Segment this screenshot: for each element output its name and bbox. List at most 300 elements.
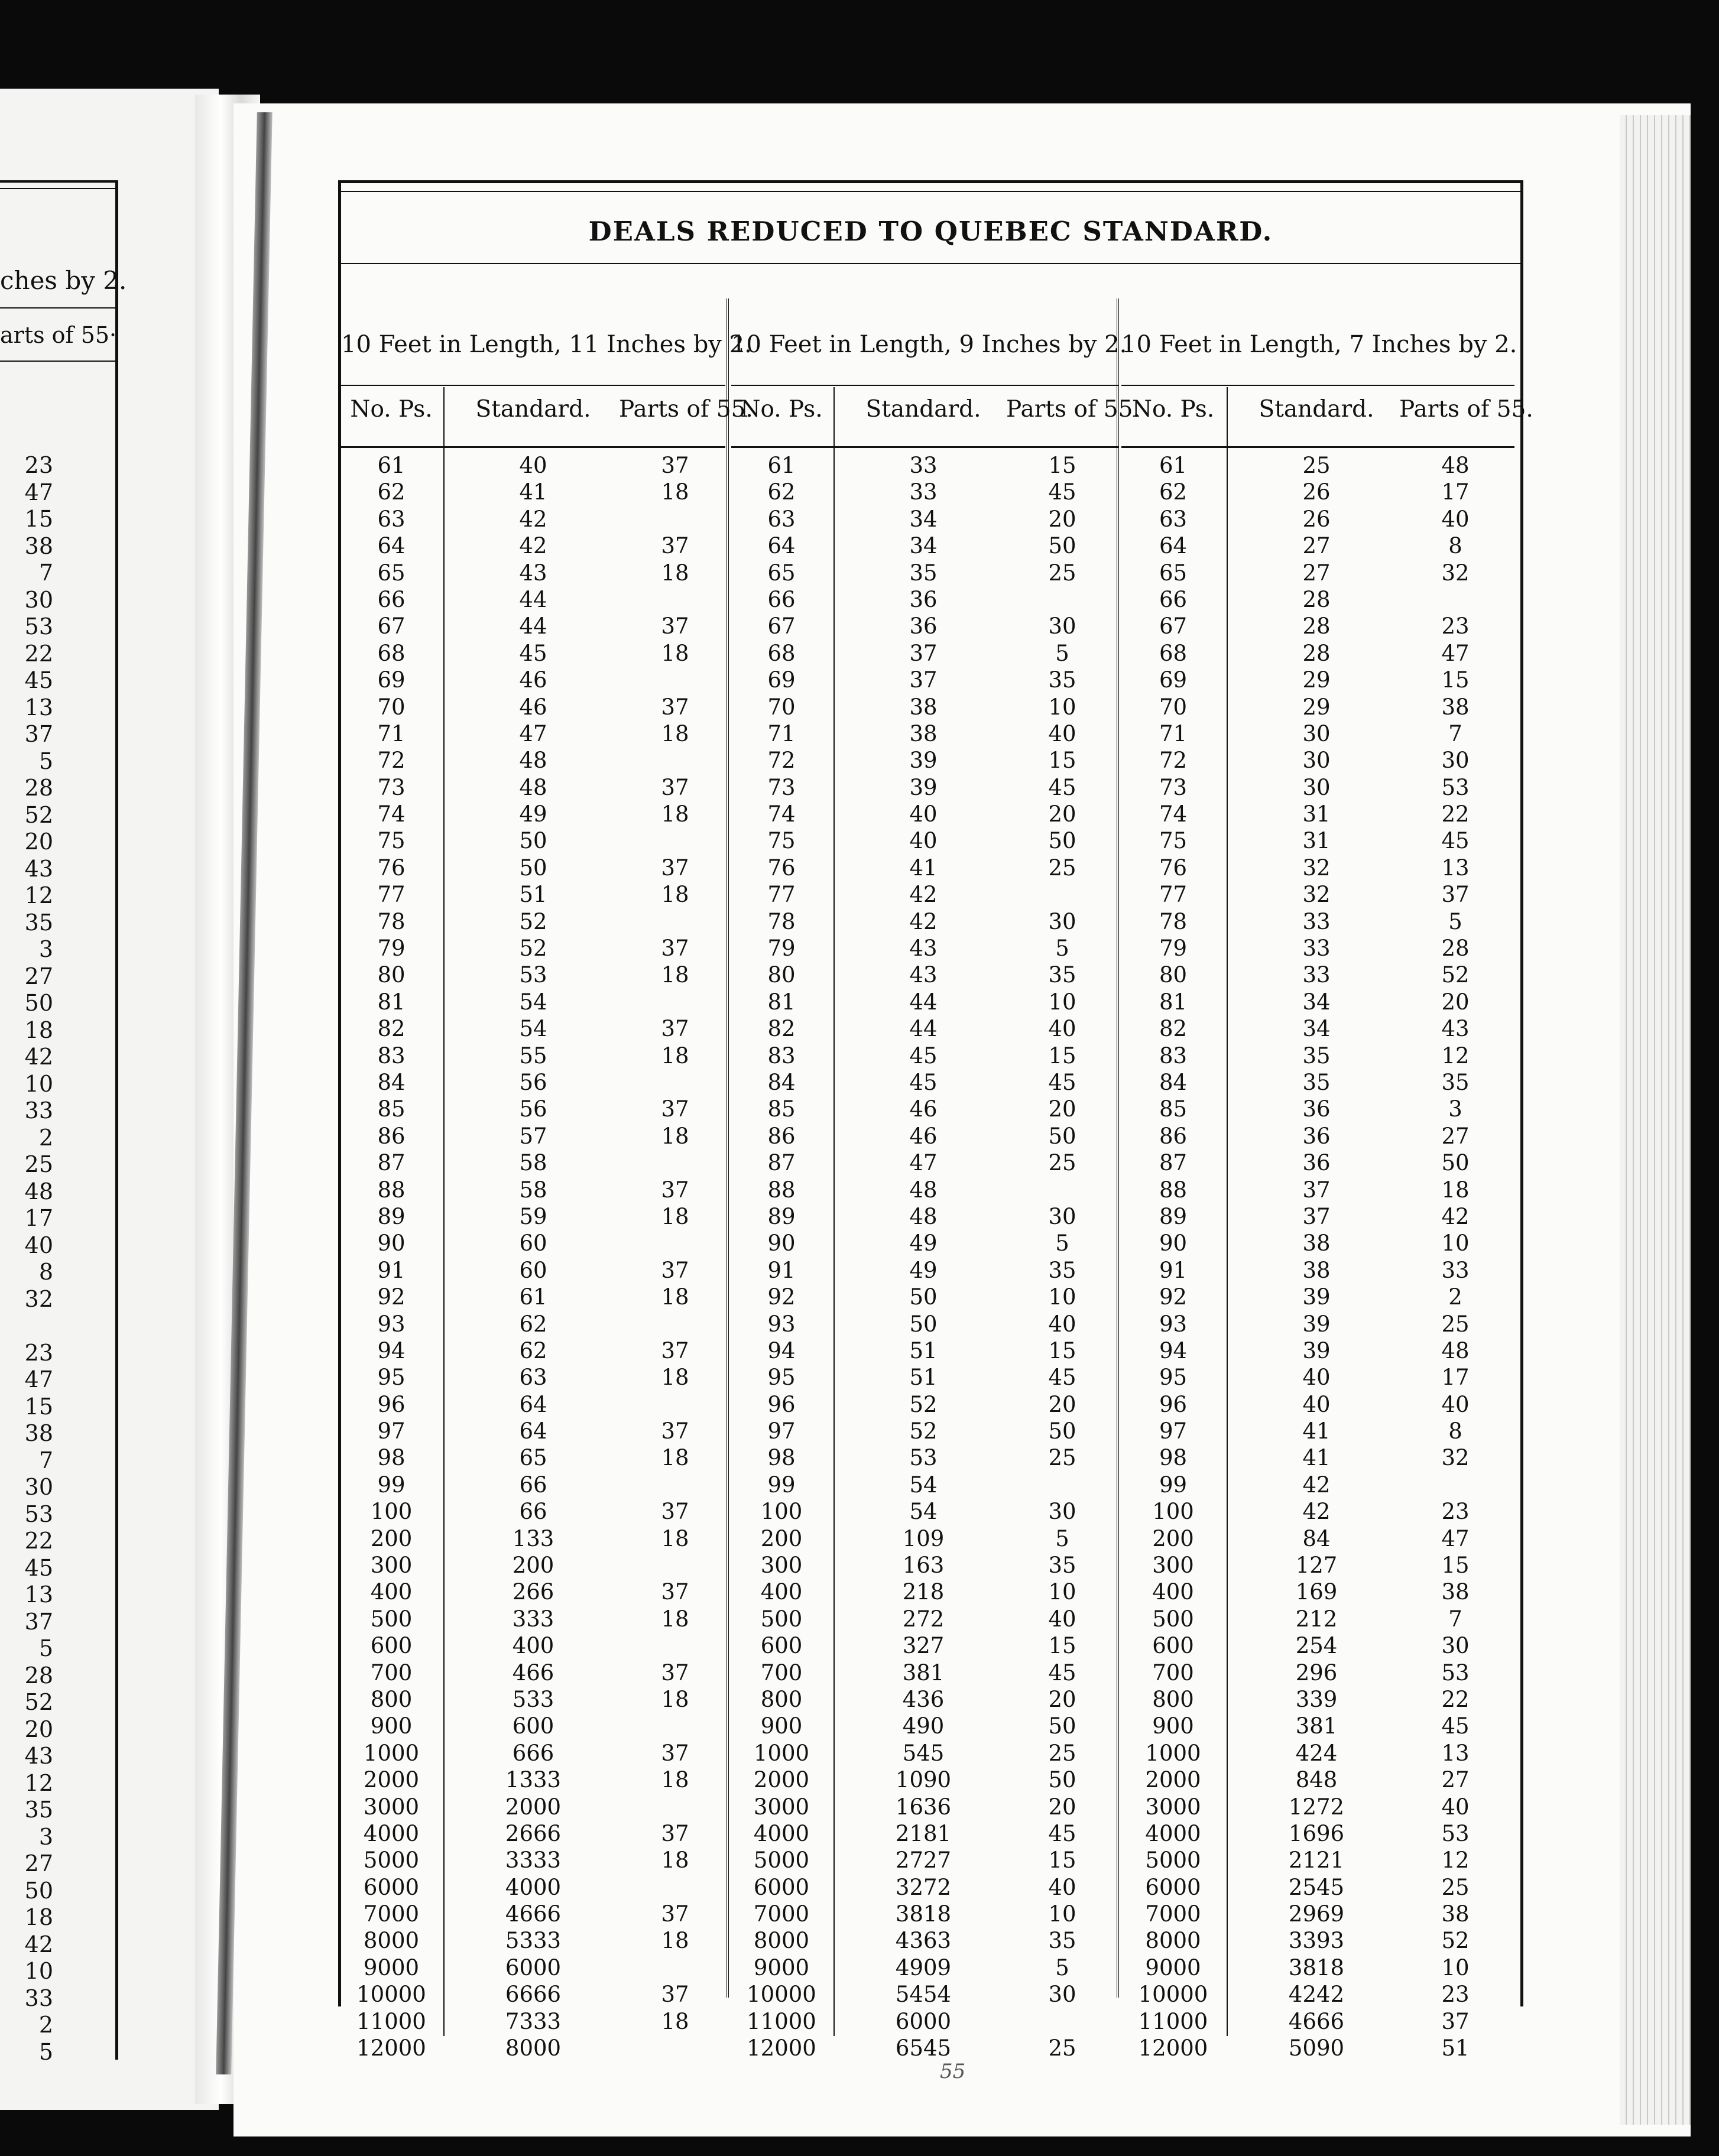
cell-standard: 1333 (505, 1767, 562, 1793)
cell-parts: 37 (661, 453, 689, 478)
cell-no: 500 (760, 1606, 803, 1632)
left-fragment-cell: 12 (24, 882, 53, 908)
cell-parts: 18 (661, 479, 689, 505)
column-separator (1227, 387, 1228, 2036)
cell-standard: 34 (1302, 989, 1331, 1015)
caption-rule (731, 385, 1118, 386)
cell-parts: 5 (1055, 1230, 1069, 1256)
cell-no: 73 (767, 774, 796, 800)
cell-parts: 18 (661, 1203, 689, 1229)
cell-standard: 2666 (505, 1820, 562, 1846)
cell-no: 64 (767, 533, 796, 559)
cell-parts: 20 (1048, 1794, 1076, 1820)
cell-no: 93 (767, 1311, 796, 1337)
left-fragment-cell: 47 (24, 479, 53, 505)
cell-parts: 22 (1441, 801, 1470, 827)
cell-standard: 42 (519, 533, 547, 559)
column-standard (835, 452, 1012, 2061)
left-fragment-cell: 2 (38, 1124, 53, 1151)
cell-standard: 58 (519, 1177, 547, 1203)
cell-parts: 37 (661, 1499, 689, 1525)
cell-parts: 37 (661, 1337, 689, 1363)
cell-no: 86 (1159, 1123, 1188, 1149)
left-fragment-cell: 10 (24, 1958, 53, 1984)
cell-standard: 37 (909, 640, 938, 666)
cell-parts: 18 (661, 1847, 689, 1873)
cell-no: 78 (1159, 908, 1188, 934)
left-fragment-cell: 38 (24, 532, 53, 559)
block-caption: 10 Feet in Length, 11 Inches by 2. (341, 331, 752, 358)
cell-standard: 49 (909, 1230, 938, 1256)
cell-no: 67 (767, 613, 796, 639)
left-fragment-cell: 25 (24, 1151, 53, 1177)
cell-standard: 4363 (895, 1928, 952, 1954)
cell-no: 90 (377, 1230, 406, 1256)
cell-parts: 30 (1048, 1982, 1076, 2008)
cell-no: 2000 (363, 1767, 420, 1793)
cell-parts: 30 (1048, 908, 1076, 934)
cell-standard: 32 (1302, 882, 1331, 908)
cell-parts: 45 (1048, 1069, 1076, 1095)
cell-standard: 2000 (505, 1794, 562, 1820)
cell-parts: 50 (1441, 1150, 1470, 1176)
cell-parts: 18 (661, 1043, 689, 1069)
cell-parts: 2 (1448, 1284, 1462, 1310)
cell-parts: 33 (1441, 1257, 1470, 1283)
cell-no: 83 (377, 1043, 406, 1069)
cell-no: 12000 (356, 2035, 426, 2061)
cell-no: 92 (1159, 1284, 1188, 1310)
cell-standard: 54 (909, 1472, 938, 1498)
header-standard: Standard. (1259, 396, 1374, 423)
cell-standard: 53 (519, 962, 547, 988)
cell-parts: 40 (1048, 1016, 1076, 1042)
cell-parts: 52 (1441, 962, 1470, 988)
cell-parts (619, 586, 731, 613)
cell-no: 74 (767, 801, 796, 827)
left-fragment-cell: 35 (24, 1797, 53, 1823)
cell-parts: 23 (1441, 613, 1470, 639)
cell-standard: 38 (909, 694, 938, 720)
cell-parts: 25 (1441, 1874, 1470, 1900)
cell-no: 85 (377, 1096, 406, 1122)
cell-no: 92 (377, 1284, 406, 1310)
cell-standard: 51 (519, 882, 547, 908)
cell-standard: 48 (909, 1177, 938, 1203)
cell-no: 200 (760, 1525, 803, 1551)
cell-parts: 18 (661, 720, 689, 746)
cell-no: 74 (377, 801, 406, 827)
table-block-2 (731, 263, 1140, 2071)
cell-parts: 45 (1048, 479, 1076, 505)
column-parts (1399, 452, 1512, 2061)
cell-standard: 44 (519, 586, 547, 612)
page-mark: 55 (940, 2060, 966, 2083)
cell-no: 400 (370, 1579, 413, 1605)
cell-parts: 25 (1048, 560, 1076, 586)
left-fragment-cell: 27 (24, 963, 53, 989)
cell-standard: 333 (512, 1606, 554, 1632)
cell-parts: 37 (661, 1660, 689, 1686)
left-fragment-cell: 23 (24, 452, 53, 478)
cell-no: 10000 (356, 1982, 426, 2008)
cell-standard: 26 (1302, 479, 1331, 505)
cell-parts (619, 908, 731, 935)
cell-no: 6000 (363, 1874, 420, 1900)
cell-standard: 34 (1302, 1016, 1331, 1042)
cell-parts (619, 1230, 731, 1256)
cell-standard: 2181 (895, 1820, 952, 1846)
cell-standard: 2969 (1288, 1901, 1345, 1927)
cell-parts: 37 (661, 774, 689, 800)
cell-no: 89 (767, 1203, 796, 1229)
cell-parts: 18 (1441, 1177, 1470, 1203)
left-fragment-cell: 17 (24, 1205, 53, 1231)
cell-standard: 39 (909, 748, 938, 774)
cell-parts: 18 (661, 1606, 689, 1632)
cell-no: 90 (767, 1230, 796, 1256)
cell-standard: 5333 (505, 1928, 562, 1954)
cell-standard: 1090 (895, 1767, 952, 1793)
cell-no: 900 (760, 1713, 803, 1739)
cell-parts: 5 (1055, 936, 1069, 962)
cell-standard: 600 (512, 1713, 554, 1739)
cell-parts: 45 (1048, 1660, 1076, 1686)
left-fragment-cell: 38 (24, 1420, 53, 1446)
cell-no: 65 (1159, 560, 1188, 586)
cell-no: 63 (1159, 506, 1188, 532)
cell-parts (619, 506, 731, 532)
cell-parts: 45 (1441, 1713, 1470, 1739)
cell-standard: 52 (519, 936, 547, 962)
cell-no: 77 (377, 882, 406, 908)
cell-parts (619, 1311, 731, 1337)
cell-parts: 5 (1055, 640, 1069, 666)
cell-standard: 37 (1302, 1177, 1331, 1203)
cell-parts: 23 (1441, 1982, 1470, 2008)
left-fragment-cell: 20 (24, 1716, 53, 1742)
cell-parts: 37 (661, 533, 689, 559)
cell-standard: 56 (519, 1069, 547, 1095)
cell-parts: 53 (1441, 1820, 1470, 1846)
cell-no: 4000 (1145, 1820, 1201, 1846)
cell-no: 81 (377, 989, 406, 1015)
left-fragment-cell: 43 (24, 1743, 53, 1769)
cell-no: 7000 (1145, 1901, 1201, 1927)
cell-standard: 40 (1302, 1365, 1331, 1391)
cell-standard: 42 (1302, 1472, 1331, 1498)
cell-no: 69 (377, 667, 406, 693)
left-parts-column (0, 452, 53, 2066)
cell-standard: 33 (1302, 908, 1331, 934)
cell-no: 6000 (1145, 1874, 1201, 1900)
cell-standard: 1696 (1288, 1820, 1345, 1846)
left-fragment-cell (0, 1313, 53, 1340)
column-no (1121, 452, 1225, 2061)
table-block-1 (341, 263, 753, 2071)
left-fragment-cell: 37 (24, 1608, 53, 1635)
cell-parts: 25 (1048, 855, 1076, 881)
cell-standard: 47 (909, 1150, 938, 1176)
cell-no: 65 (767, 560, 796, 586)
header-no: No. Ps. (350, 396, 433, 423)
cell-no: 7000 (753, 1901, 810, 1927)
cell-no: 84 (767, 1069, 796, 1095)
column-parts (1006, 452, 1118, 2061)
cell-standard: 36 (909, 613, 938, 639)
cell-no: 89 (377, 1203, 406, 1229)
cell-no: 80 (1159, 962, 1188, 988)
cell-standard: 43 (519, 560, 547, 586)
cell-parts: 8 (1448, 1418, 1462, 1444)
cell-parts: 32 (1441, 1445, 1470, 1471)
cell-standard: 38 (909, 720, 938, 746)
cell-no: 79 (1159, 936, 1188, 962)
cell-no: 80 (377, 962, 406, 988)
cell-no: 900 (1152, 1713, 1194, 1739)
cell-parts: 18 (661, 1445, 689, 1471)
cell-standard: 127 (1295, 1553, 1338, 1579)
cell-parts: 17 (1441, 1365, 1470, 1391)
cell-no: 9000 (363, 1954, 420, 1980)
cell-standard: 49 (519, 801, 547, 827)
cell-standard: 272 (902, 1606, 945, 1632)
cell-standard: 36 (1302, 1123, 1331, 1149)
cell-parts: 18 (661, 882, 689, 908)
cell-standard: 29 (1302, 667, 1331, 693)
cell-parts: 20 (1441, 989, 1470, 1015)
cell-no: 70 (377, 694, 406, 720)
cell-standard: 44 (909, 1016, 938, 1042)
cell-standard: 47 (519, 720, 547, 746)
column-no (731, 452, 832, 2061)
cell-parts: 18 (661, 2008, 689, 2034)
cell-parts: 10 (1441, 1954, 1470, 1980)
left-header-rule (0, 307, 115, 309)
cell-standard: 25 (1302, 453, 1331, 478)
cell-no: 98 (1159, 1445, 1188, 1471)
cell-standard: 1272 (1288, 1794, 1345, 1820)
cell-standard: 46 (909, 1123, 938, 1149)
cell-parts: 38 (1441, 694, 1470, 720)
cell-parts: 48 (1441, 1337, 1470, 1363)
cell-no: 65 (377, 560, 406, 586)
left-fragment-cell: 22 (24, 1528, 53, 1554)
cell-no: 71 (767, 720, 796, 746)
cell-standard: 41 (1302, 1445, 1331, 1471)
cell-standard: 424 (1295, 1740, 1338, 1766)
cell-parts: 18 (661, 801, 689, 827)
header-parts: Parts of 55. (1399, 396, 1533, 423)
cell-standard: 4909 (895, 1954, 952, 1980)
cell-no: 96 (377, 1391, 406, 1417)
cell-no: 66 (767, 586, 796, 612)
cell-no: 400 (760, 1579, 803, 1605)
cell-standard: 8000 (505, 2035, 562, 2061)
cell-standard: 46 (519, 667, 547, 693)
cell-no: 600 (760, 1633, 803, 1659)
cell-standard: 41 (909, 855, 938, 881)
cell-no: 76 (1159, 855, 1188, 881)
left-fragment-cell: 30 (24, 1474, 53, 1500)
cell-standard: 31 (1302, 801, 1331, 827)
cell-parts: 30 (1441, 1633, 1470, 1659)
left-fragment-cell: 32 (24, 1285, 53, 1312)
cell-no: 97 (1159, 1418, 1188, 1444)
header-standard: Standard. (475, 396, 591, 423)
cell-standard: 4666 (1288, 2008, 1345, 2034)
cell-standard: 50 (909, 1311, 938, 1337)
cell-no: 76 (377, 855, 406, 881)
cell-no: 4000 (753, 1820, 810, 1846)
cell-parts: 18 (661, 1928, 689, 1954)
cell-parts: 52 (1441, 1928, 1470, 1954)
left-fragment-cell: 22 (24, 640, 53, 667)
left-fragment-cell: 5 (38, 1635, 53, 1661)
cell-standard: 49 (909, 1257, 938, 1283)
cell-standard: 65 (519, 1445, 547, 1471)
cell-standard: 109 (902, 1525, 945, 1551)
cell-parts: 35 (1048, 667, 1076, 693)
cell-parts (619, 1632, 731, 1659)
cell-standard: 36 (1302, 1150, 1331, 1176)
cell-parts: 37 (661, 1016, 689, 1042)
cell-standard: 51 (909, 1365, 938, 1391)
cell-parts (619, 1552, 731, 1579)
cell-no: 9000 (1145, 1954, 1201, 1980)
caption-rule (341, 385, 725, 386)
cell-standard: 533 (512, 1686, 554, 1712)
cell-parts: 25 (1048, 1150, 1076, 1176)
left-fragment-cell: 13 (24, 694, 53, 720)
cell-no: 61 (1159, 453, 1188, 478)
cell-standard: 490 (902, 1713, 945, 1739)
cell-no: 93 (1159, 1311, 1188, 1337)
cell-standard: 28 (1302, 640, 1331, 666)
cell-standard: 169 (1295, 1579, 1338, 1605)
cell-parts: 15 (1048, 453, 1076, 478)
left-fragment-cell: 3 (38, 1823, 53, 1850)
cell-standard: 26 (1302, 506, 1331, 532)
cell-standard: 60 (519, 1230, 547, 1256)
cell-standard: 38 (1302, 1257, 1331, 1283)
cell-no: 700 (760, 1660, 803, 1686)
cell-parts: 45 (1441, 828, 1470, 854)
cell-no: 75 (1159, 828, 1188, 854)
cell-no: 68 (1159, 640, 1188, 666)
table-title: DEALS REDUCED TO QUEBEC STANDARD. (588, 216, 1273, 247)
left-fragment-cell: 18 (24, 1904, 53, 1930)
cell-no: 81 (1159, 989, 1188, 1015)
cell-parts (619, 1150, 731, 1176)
cell-standard: 327 (902, 1633, 945, 1659)
cell-standard: 163 (902, 1553, 945, 1579)
cell-parts: 25 (1048, 2035, 1076, 2061)
cell-no: 87 (767, 1150, 796, 1176)
cell-no: 63 (767, 506, 796, 532)
cell-standard: 52 (909, 1418, 938, 1444)
left-fragment-cell: 37 (24, 721, 53, 747)
cell-no: 91 (1159, 1257, 1188, 1283)
left-fragment-cell: 15 (24, 506, 53, 532)
cell-parts: 8 (1448, 533, 1462, 559)
cell-standard: 39 (1302, 1284, 1331, 1310)
cell-parts: 50 (1048, 1713, 1076, 1739)
cell-standard: 50 (519, 828, 547, 854)
left-fragment-cell: 45 (24, 667, 53, 693)
table-rule-thick (341, 180, 1520, 183)
cell-standard: 56 (519, 1096, 547, 1122)
cell-standard: 66 (519, 1472, 547, 1498)
cell-standard: 381 (1295, 1713, 1338, 1739)
cell-standard: 48 (519, 748, 547, 774)
cell-parts: 32 (1441, 560, 1470, 586)
cell-no: 94 (767, 1337, 796, 1363)
cell-standard: 48 (519, 774, 547, 800)
cell-no: 3000 (753, 1794, 810, 1820)
cell-no: 91 (377, 1257, 406, 1283)
cell-standard: 254 (1295, 1633, 1338, 1659)
cell-standard: 218 (902, 1579, 945, 1605)
cell-no: 64 (1159, 533, 1188, 559)
cell-parts: 10 (1048, 694, 1076, 720)
cell-parts: 7 (1448, 1606, 1462, 1632)
cell-parts: 37 (661, 1096, 689, 1122)
cell-no: 600 (370, 1633, 413, 1659)
cell-no: 86 (377, 1123, 406, 1149)
cell-standard: 33 (1302, 936, 1331, 962)
block-separator (1117, 298, 1119, 1998)
left-fragment-cell: 33 (24, 1098, 53, 1124)
cell-standard: 61 (519, 1284, 547, 1310)
cell-standard: 27 (1302, 533, 1331, 559)
cell-no: 83 (767, 1043, 796, 1069)
cell-no: 700 (1152, 1660, 1194, 1686)
left-fragment-cell: 28 (24, 775, 53, 801)
cell-no: 300 (760, 1553, 803, 1579)
cell-standard: 848 (1295, 1767, 1338, 1793)
cell-standard: 59 (519, 1203, 547, 1229)
left-fragment-cell: 10 (24, 1070, 53, 1097)
cell-parts: 30 (1048, 1499, 1076, 1525)
cell-standard: 1636 (895, 1794, 952, 1820)
cell-parts: 38 (1441, 1579, 1470, 1605)
left-fragment-cell: 50 (24, 1877, 53, 1904)
cell-no: 99 (767, 1472, 796, 1498)
block-caption: 10 Feet in Length, 7 Inches by 2. (1121, 331, 1517, 358)
cell-no: 69 (1159, 667, 1188, 693)
cell-no: 5000 (363, 1847, 420, 1873)
cell-no: 64 (377, 533, 406, 559)
cell-parts: 38 (1441, 1901, 1470, 1927)
cell-no: 88 (1159, 1177, 1188, 1203)
cell-standard: 57 (519, 1123, 547, 1149)
cell-parts (619, 1069, 731, 1096)
cell-no: 80 (767, 962, 796, 988)
column-standard (445, 452, 622, 2061)
cell-parts: 5 (1448, 908, 1462, 934)
left-fragment-cell: 8 (38, 1259, 53, 1285)
left-fragment-cell: 35 (24, 909, 53, 936)
cell-parts: 18 (661, 1365, 689, 1391)
header-standard: Standard. (865, 396, 981, 423)
cell-no: 95 (1159, 1365, 1188, 1391)
cell-parts (1006, 1472, 1118, 1498)
left-fragment-cell: 12 (24, 1769, 53, 1796)
cell-parts: 37 (661, 1982, 689, 2008)
cell-parts: 10 (1048, 1284, 1076, 1310)
column-no (341, 452, 442, 2061)
